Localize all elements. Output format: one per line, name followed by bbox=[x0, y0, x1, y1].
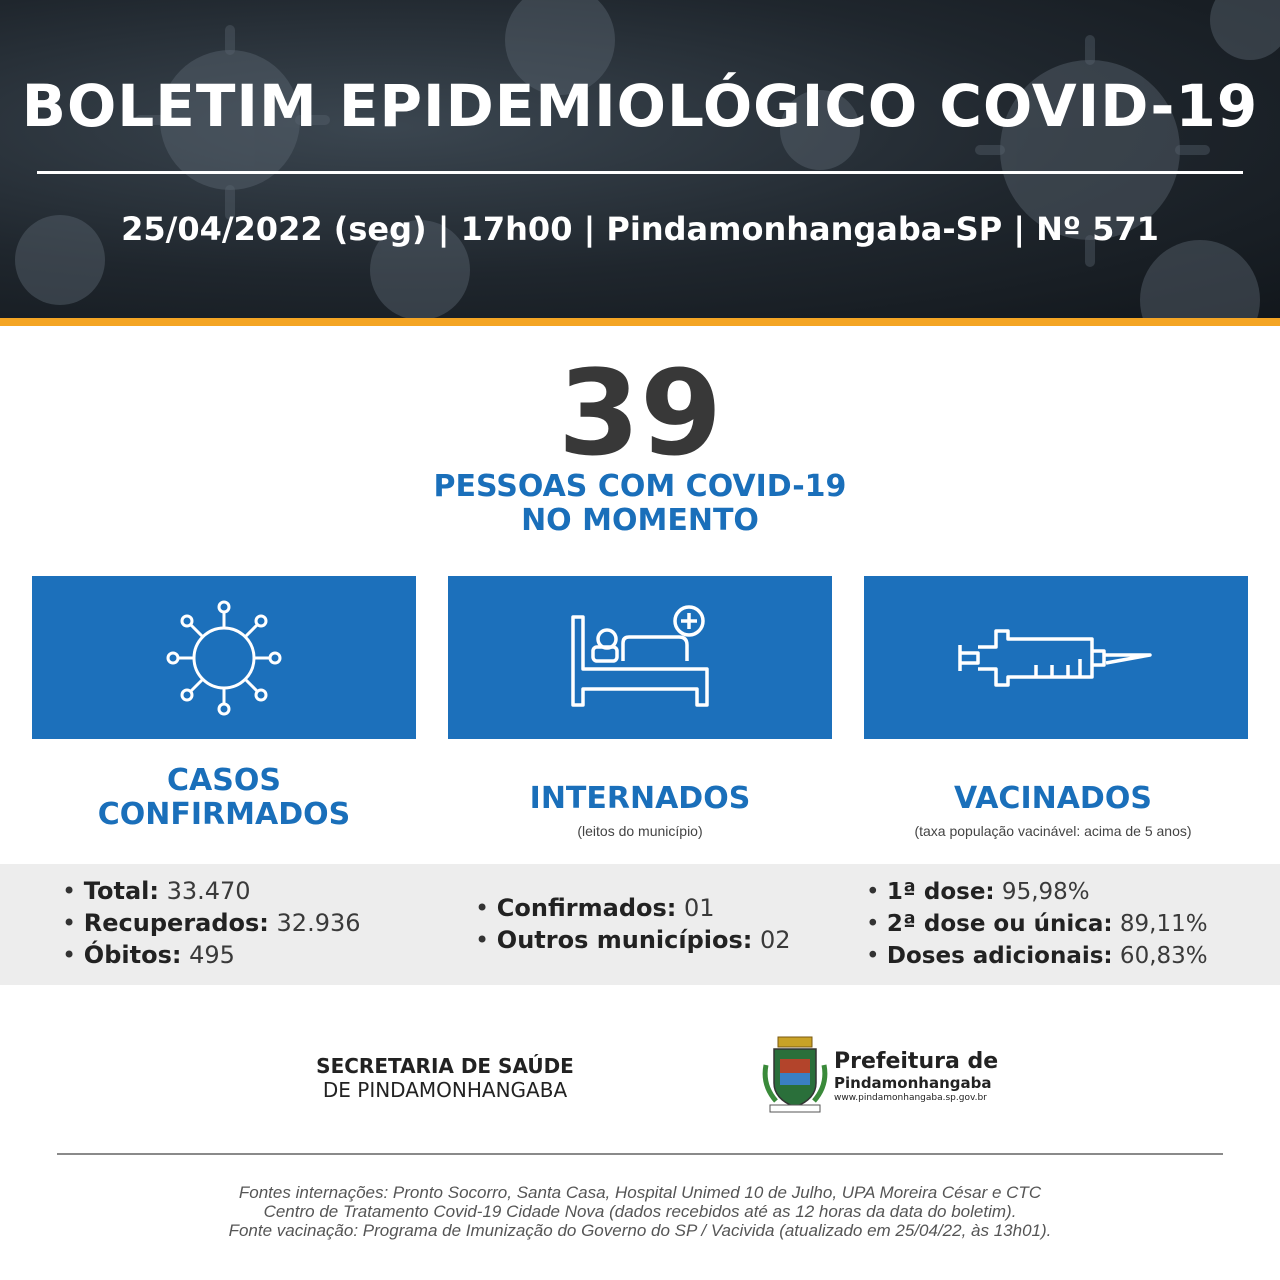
secretaria-line1: SECRETARIA DE SAÚDE bbox=[316, 1054, 574, 1078]
stat-value: 02 bbox=[752, 926, 791, 954]
casos-icon-box bbox=[32, 576, 416, 739]
prefeitura-line2: Pindamonhangaba bbox=[834, 1074, 992, 1092]
stat-label: Doses adicionais: bbox=[886, 943, 1113, 969]
stat-label: 1ª dose: bbox=[886, 879, 995, 905]
virus-icon bbox=[164, 598, 284, 718]
stat-value: 01 bbox=[676, 894, 715, 922]
stat-value: 33.470 bbox=[158, 877, 251, 905]
stat-label: Recuperados: bbox=[83, 909, 269, 937]
prefeitura-url: www.pindamonhangaba.sp.gov.br bbox=[834, 1093, 987, 1103]
stat-label: Outros municípios: bbox=[496, 926, 753, 954]
internados-title: INTERNADOS bbox=[529, 781, 751, 816]
vacinados-title: VACINADOS bbox=[954, 781, 1152, 816]
vacinados-stats bbox=[866, 876, 1208, 972]
internados-icon-box bbox=[448, 576, 832, 739]
syringe-icon bbox=[956, 623, 1156, 693]
sources-line2: Centro de Tratamento Covid-19 Cidade Nova (dados recebidos até as 12 horas da data do boletim). bbox=[263, 1202, 1017, 1221]
stat-value: 60,83% bbox=[1112, 943, 1208, 969]
prefeitura-block bbox=[834, 1050, 998, 1104]
bulletin-subtitle: 25/04/2022 (seg) | 17h00 | Pindamonhangaba-SP | Nº 571 bbox=[121, 210, 1159, 248]
list-item: • Recuperados: 32.936 bbox=[62, 909, 361, 937]
hospital-bed-icon bbox=[565, 603, 715, 713]
list-item: • Doses adicionais: 60,83% bbox=[866, 943, 1208, 969]
active-cases-label-line2: NO MOMENTO bbox=[521, 503, 759, 538]
list-item: • 2ª dose ou única: 89,11% bbox=[866, 911, 1208, 937]
header-banner bbox=[0, 0, 1280, 318]
vacinados-note: (taxa população vacinável: acima de 5 anos) bbox=[914, 823, 1192, 839]
casos-title bbox=[24, 764, 424, 832]
city-coat-of-arms-icon bbox=[760, 1035, 830, 1115]
list-item: • Total: 33.470 bbox=[62, 877, 251, 905]
internados-stats bbox=[475, 892, 791, 956]
list-item: • Óbitos: 495 bbox=[62, 941, 235, 969]
stat-label: 2ª dose ou única: bbox=[886, 911, 1113, 937]
stat-label: Confirmados: bbox=[496, 894, 677, 922]
title-divider bbox=[37, 171, 1243, 174]
casos-title-line2: CONFIRMADOS bbox=[97, 797, 351, 832]
stat-value: 89,11% bbox=[1112, 911, 1208, 937]
list-item: • Outros municípios: 02 bbox=[475, 926, 791, 954]
footer-divider bbox=[57, 1153, 1223, 1155]
casos-stats bbox=[62, 875, 361, 971]
stat-value: 95,98% bbox=[994, 879, 1090, 905]
bulletin-title: BOLETIM EPIDEMIOLÓGICO COVID-19 bbox=[21, 72, 1259, 140]
active-cases-label bbox=[0, 470, 1280, 538]
active-cases-number: 39 bbox=[557, 344, 723, 482]
sources-line1: Fontes internações: Pronto Socorro, Santa Casa, Hospital Unimed 10 de Julho, UPA Moreira César e CTC bbox=[238, 1183, 1042, 1202]
virus-background-icon bbox=[0, 0, 1280, 318]
active-cases-label-line1: PESSOAS COM COVID-19 bbox=[433, 469, 847, 504]
orange-stripe bbox=[0, 318, 1280, 326]
sources-line3: Fonte vacinação: Programa de Imunização do Governo do SP / Vacivida (atualizado em 25/04/22, às 13h01). bbox=[228, 1221, 1052, 1240]
list-item: • 1ª dose: 95,98% bbox=[866, 879, 1090, 905]
prefeitura-line1: Prefeitura de bbox=[834, 1049, 999, 1074]
vacinados-icon-box bbox=[864, 576, 1248, 739]
stat-label: Total: bbox=[83, 877, 159, 905]
internados-note: (leitos do município) bbox=[577, 823, 703, 839]
stat-label: Óbitos: bbox=[83, 941, 182, 969]
casos-title-line1: CASOS bbox=[167, 763, 281, 798]
sources-note bbox=[0, 1183, 1280, 1240]
secretaria-name bbox=[290, 1054, 600, 1102]
list-item: • Confirmados: 01 bbox=[475, 894, 715, 922]
stat-value: 32.936 bbox=[268, 909, 361, 937]
secretaria-line2: DE PINDAMONHANGABA bbox=[322, 1078, 568, 1102]
stat-value: 495 bbox=[181, 941, 235, 969]
